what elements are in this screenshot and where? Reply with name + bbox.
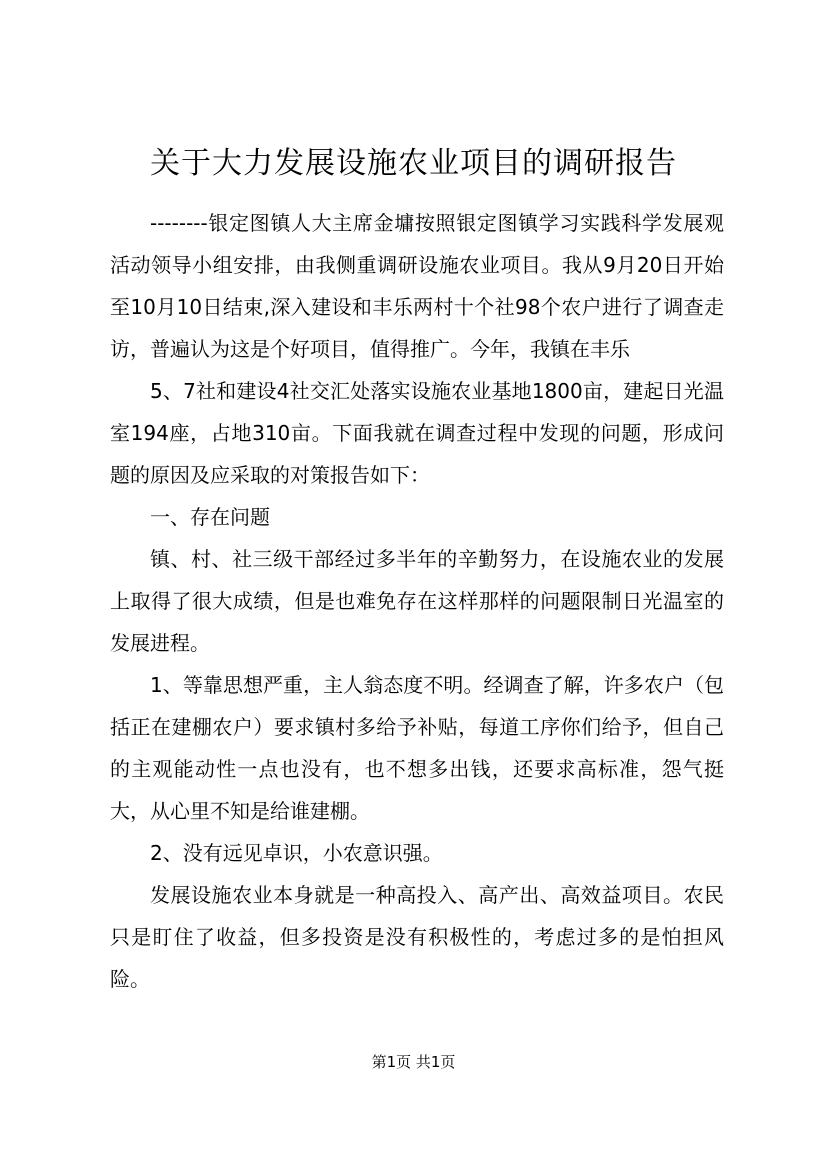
paragraph-base-info: 5、7社和建设4社交汇处落实设施农业基地1800亩，建起日光温室194座，占地310亩。下面我就在调查过程中发现的问题，形成问题的原因及应采取的对策报告如下： bbox=[110, 379, 724, 487]
paragraph-problem-1: 1、等靠思想严重，主人翁态度不明。经调查了解，许多农户（包括正在建棚农户）要求镇村多给予补贴，每道工序你们给予，但自己的主观能动性一点也没有，也不想多出钱，还要求高标准，怨气挺大，从心里不知是给谁建棚。 bbox=[110, 673, 724, 823]
paragraph-problem-2-heading: 2、没有远见卓识，小农意识强。 bbox=[150, 841, 443, 865]
paragraph-problems-overview: 镇、村、社三级干部经过多半年的辛勤努力，在设施农业的发展上取得了很大成绩，但是也难免存在这样那样的问题限制日光温室的发展进程。 bbox=[110, 547, 724, 655]
paragraph-intro: --------银定图镇人大主席金墉按照银定图镇学习实践科学发展观活动领导小组安排，由我侧重调研设施农业项目。我从9月20日开始至10月10日结束,深入建设和丰乐两村十个社98个农户进行了调查走访，普遍认为这是个好项目，值得推广。今年，我镇在丰乐 bbox=[110, 211, 724, 361]
paragraph-problem-2-detail: 发展设施农业本身就是一种高投入、高产出、高效益项目。农民只是盯住了收益，但多投资是没有积极性的，考虑过多的是怕担风险。 bbox=[110, 883, 724, 991]
document-body bbox=[110, 202, 724, 1000]
section-heading-problems: 一、存在问题 bbox=[150, 505, 270, 529]
document-title: 关于大力发展设施农业项目的调研报告 bbox=[150, 146, 677, 181]
page-footer: 第1页 共1页 bbox=[371, 1053, 456, 1071]
